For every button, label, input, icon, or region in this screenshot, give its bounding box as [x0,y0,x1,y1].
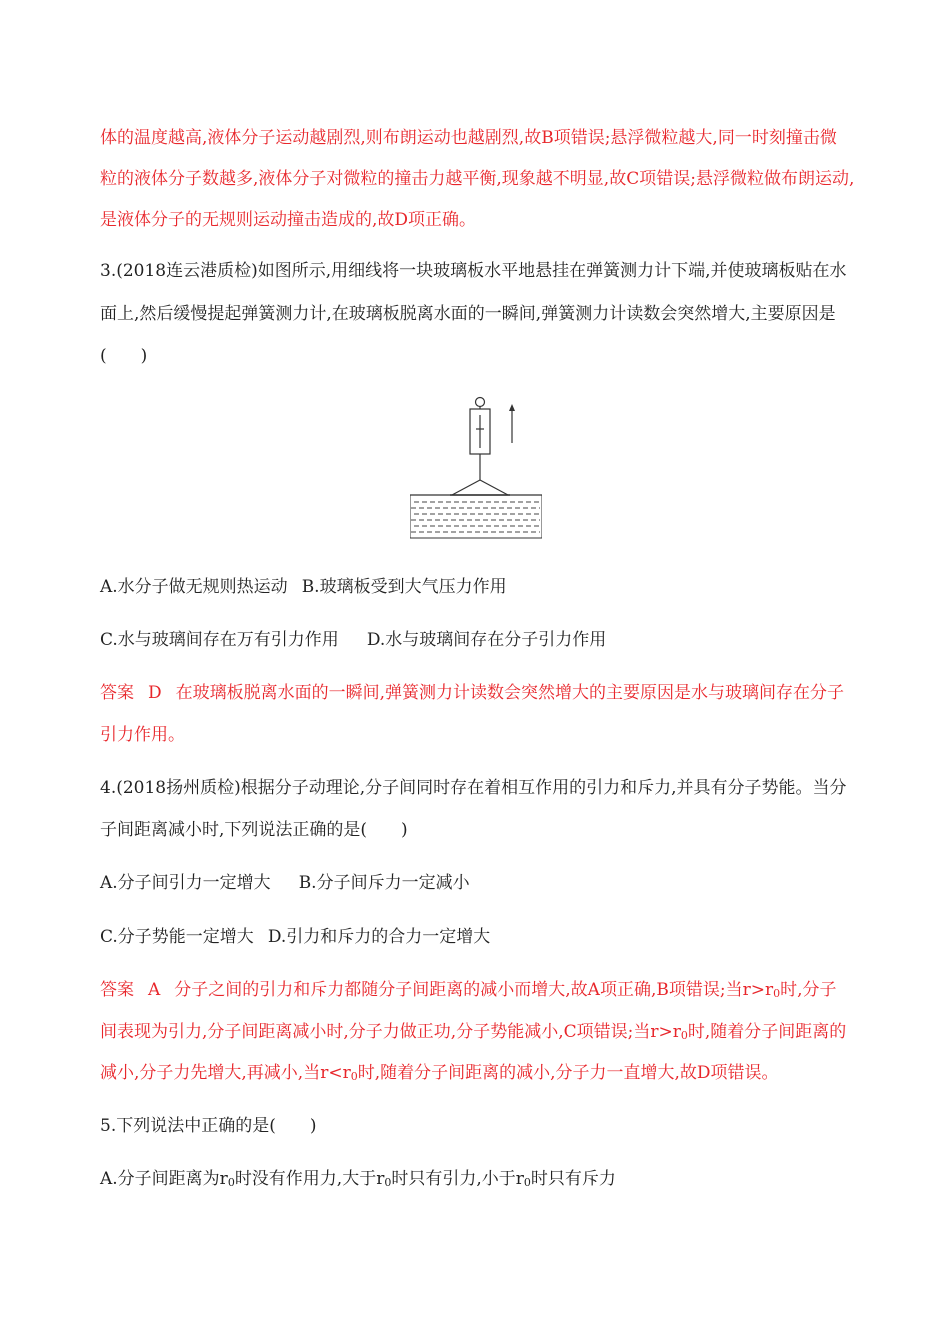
option-a: A.分子间引力一定增大 [100,873,271,893]
question-3-stem: ( ) [100,346,148,366]
question-4-stem: 子间距离减小时,下列说法正确的是( ) [100,820,408,840]
question-4-stem: 4.(2018扬州质检)根据分子动理论,分子间同时存在着相互作用的引力和斥力,并具有分子势能。当分 [100,778,847,798]
question-3-options-cd [100,628,606,652]
question-3-answer: 引力作用。 [100,725,185,745]
question-4-options-ab [100,871,470,895]
option-a: A.水分子做无规则热运动 [100,577,288,597]
arrow-head [509,404,515,411]
question-3-stem: 3.(2018连云港质检)如图所示,用细线将一块玻璃板水平地悬挂在弹簧测力计下端,并使玻璃板贴在水 [100,261,847,281]
option-d: D.水与玻璃间存在分子引力作用 [366,630,607,650]
question-3-stem: 面上,然后缓慢提起弹簧测力计,在玻璃板脱离水面的一瞬间,弹簧测力计读数会突然增大,主要原因是 [100,304,836,324]
answer-label: 答案 [100,683,134,703]
option-c: C.分子势能一定增大 [100,927,254,947]
question-3-answer: 答案 D 在玻璃板脱离水面的一瞬间,弹簧测力计读数会突然增大的主要原因是水与玻璃间存在分子 [100,683,845,703]
option-d: D.引力和斥力的合力一定增大 [267,927,491,947]
answer-choice: D [148,683,162,703]
question-5-stem: 5.下列说法中正确的是( ) [100,1116,317,1136]
question-4-answer: 减小,分子力先增大,再减小,当r<r0时,随着分子间距离的减小,分子力一直增大,故D项错误。 [100,1063,779,1083]
answer-label: 答案 [100,980,134,1000]
question-4-answer: 间表现为引力,分子间距离减小时,分子力做正功,分子势能减小,C项错误;当r>r0时,随着分子间距离的 [100,1022,847,1042]
question-4-options-cd [100,925,490,949]
answer-line: 是液体分子的无规则运动撞击造成的,故D项正确。 [100,210,477,230]
question-4-answer: 答案 A 分子之间的引力和斥力都随分子间距离的减小而增大,故A项正确,B项错误;当r>r0时,分子 [100,980,837,1000]
hook-ring [476,398,485,407]
spring-scale-figure [410,395,542,540]
answer-choice: A [148,980,161,1000]
option-b: B.分子间斥力一定减小 [298,873,470,893]
question-5-option-a: A.分子间距离为r0时没有作用力,大于r0时只有引力,小于r0时只有斥力 [100,1169,616,1189]
question-3-options-ab [100,575,507,599]
water-body [411,502,540,532]
option-c: C.水与玻璃间存在万有引力作用 [100,630,339,650]
answer-line: 粒的液体分子数越多,液体分子对微粒的撞击力越平衡,现象越不明显,故C项错误;悬浮微粒做布朗运动, [100,169,855,189]
option-b: B.玻璃板受到大气压力作用 [301,577,507,597]
answer-line: 体的温度越高,液体分子运动越剧烈,则布朗运动也越剧烈,故B项错误;悬浮微粒越大,同一时刻撞击微 [100,128,837,148]
